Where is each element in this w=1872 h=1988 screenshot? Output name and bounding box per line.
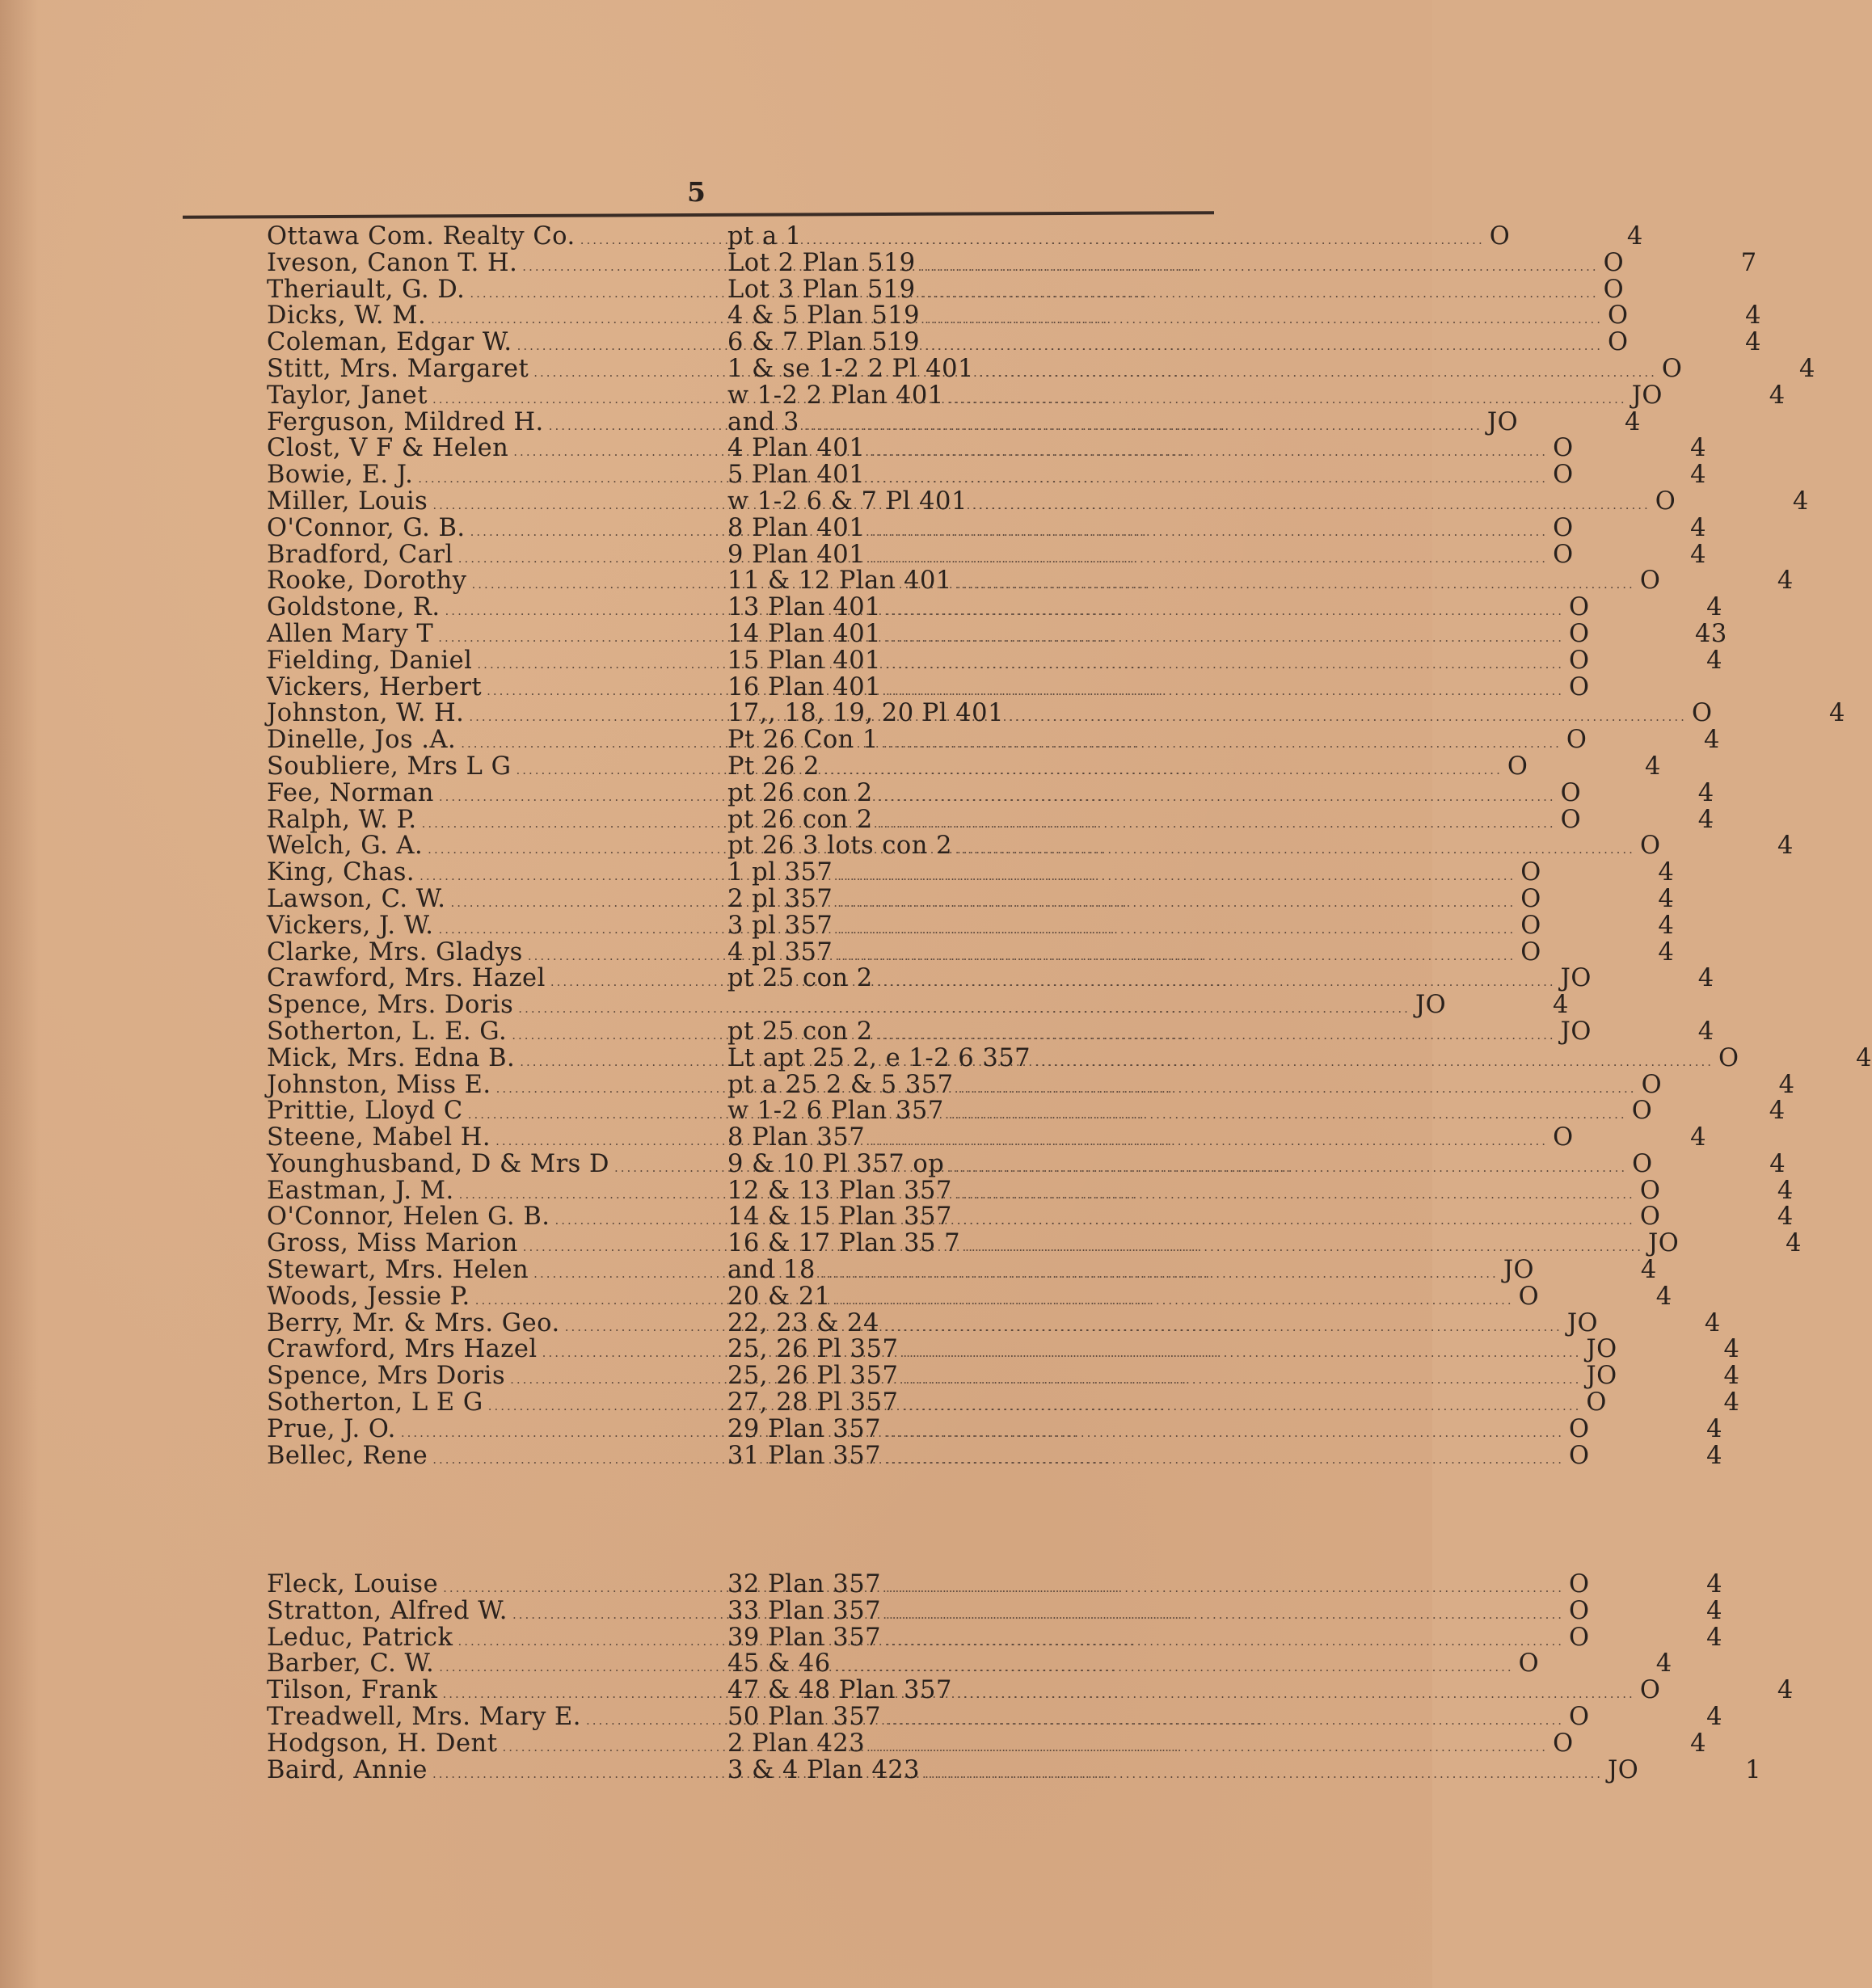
ownership-code: O [1639, 1202, 1661, 1232]
count-value: 4 [1745, 328, 1762, 357]
lot-description: 33 Plan 357 [727, 1596, 882, 1625]
lot-description: and 3 [727, 407, 799, 436]
lot-description: 47 & 48 Plan 357 [727, 1676, 952, 1705]
owner-name: Berry, Mr. & Mrs. Geo. [267, 1308, 560, 1337]
owner-name: Ferguson, Mildred H. [267, 407, 544, 436]
owner-name: Lawson, C. W. [267, 884, 446, 913]
listing-row [267, 354, 1815, 383]
count-value: 4 [1786, 1229, 1802, 1258]
owner-name: Bowie, E. J. [267, 461, 414, 490]
listing-row [267, 1729, 1707, 1758]
count-value: 4 [1777, 1176, 1794, 1205]
listing-row [267, 1043, 1872, 1072]
owner-name: Woods, Jessie P. [267, 1282, 470, 1311]
count-value: 4 [1690, 461, 1707, 490]
lot-description: pt 26 con 2 [727, 805, 873, 834]
owner-name: Hodgson, H. Dent [267, 1729, 498, 1758]
owner-name: Spence, Mrs Doris [267, 1362, 506, 1391]
ownership-code: O [1608, 328, 1629, 357]
ownership-code: O [1568, 619, 1590, 648]
listing-row [267, 1362, 1740, 1391]
owner-name: Johnston, Miss E. [267, 1070, 491, 1099]
count-value: 4 [1745, 301, 1762, 331]
listing-section-2 [267, 1570, 1794, 1784]
count-value: 4 [1658, 884, 1675, 913]
listing-row [267, 1596, 1722, 1625]
count-value: 4 [1706, 1441, 1722, 1470]
ownership-code: O [1553, 434, 1574, 463]
count-value: 4 [1644, 752, 1661, 781]
owner-name: Coleman, Edgar W. [267, 328, 512, 357]
listing-row [267, 248, 1757, 277]
lot-description: 50 Plan 357 [727, 1702, 882, 1731]
count-value: 4 [1706, 1596, 1722, 1625]
lot-description: 8 Plan 401 [727, 513, 866, 542]
listing-row [267, 1176, 1794, 1205]
ownership-code: O [1568, 646, 1590, 675]
lot-description: 20 & 21 [727, 1282, 831, 1311]
listing-row [267, 1676, 1794, 1705]
dot-leader [878, 969, 1556, 996]
ownership-code: O [1553, 513, 1574, 542]
count-value: 4 [1655, 1282, 1672, 1311]
lot-description: 4 Plan 401 [727, 434, 866, 463]
owner-name: King, Chas. [267, 858, 415, 887]
listing-row [267, 461, 1707, 490]
lot-description: 32 Plan 357 [727, 1570, 882, 1598]
listing-row [267, 699, 1845, 728]
lot-description: 16 & 17 Plan 35 7 [727, 1229, 961, 1258]
lot-description: 22, 23 & 24 [727, 1308, 879, 1337]
lot-description: 16 Plan 401 [727, 672, 882, 701]
count-value: 4 [1704, 1308, 1721, 1337]
owner-name: Barber, C. W. [267, 1649, 435, 1678]
count-value: 4 [1690, 1123, 1707, 1152]
count-value: 4 [1777, 832, 1794, 861]
count-value: 4 [1778, 1070, 1795, 1099]
listing-row [267, 1570, 1722, 1598]
count-value: 4 [1703, 726, 1720, 755]
count-value: 4 [1697, 778, 1714, 807]
lot-description: 5 Plan 401 [727, 461, 866, 490]
ownership-code: O [1631, 1097, 1653, 1126]
count-value: 4 [1625, 407, 1641, 436]
ownership-code: O [1507, 752, 1528, 781]
listing-row [267, 275, 1625, 304]
owner-name: Younghusband, D & Mrs D [267, 1149, 609, 1178]
lot-description: 9 Plan 401 [727, 540, 866, 569]
owner-name: Stratton, Alfred W. [267, 1596, 508, 1625]
ownership-code: JO [1648, 1229, 1680, 1258]
owner-name: Fielding, Daniel [267, 646, 473, 675]
owner-name: O'Connor, G. B. [267, 513, 466, 542]
listing-row [267, 672, 1590, 701]
ownership-code: O [1586, 1388, 1607, 1417]
page-edge-shadow [0, 0, 39, 1988]
count-value: 4 [1626, 222, 1643, 251]
count-value: 4 [1777, 566, 1794, 596]
listing-row [267, 513, 1707, 542]
lot-description: w 1-2 6 & 7 Pl 401 [727, 486, 968, 516]
ownership-code: O [1560, 778, 1582, 807]
count-value: 4 [1706, 593, 1722, 622]
count-value: 4 [1640, 1256, 1657, 1285]
owner-name: Welch, G. A. [267, 832, 424, 861]
lot-description: 39 Plan 357 [727, 1623, 882, 1652]
listing-row [267, 1202, 1794, 1232]
owner-name: Vickers, Herbert [267, 672, 483, 701]
listing-row [267, 593, 1722, 622]
owner-name: Theriault, G. D. [267, 275, 466, 304]
owner-name: Clarke, Mrs. Gladys [267, 937, 523, 967]
count-value: 4 [1706, 1623, 1722, 1652]
count-value: 4 [1777, 1676, 1794, 1705]
lot-description: 13 Plan 401 [727, 593, 882, 622]
header-rule [183, 211, 1214, 219]
lot-description: 9 & 10 Pl 357 op [727, 1149, 945, 1178]
owner-name: Rooke, Dorothy [267, 566, 467, 596]
ownership-code: O [1568, 1596, 1590, 1625]
owner-name: Johnston, W. H. [267, 699, 465, 728]
ownership-code: O [1639, 1676, 1661, 1705]
owner-name: Stitt, Mrs. Margaret [267, 354, 529, 383]
ownership-code: O [1608, 301, 1629, 331]
lot-description: w 1-2 2 Plan 401 [727, 381, 944, 410]
ownership-code: O [1632, 1149, 1653, 1178]
owner-name: Spence, Mrs. Doris [267, 991, 514, 1020]
listing-row [267, 1097, 1786, 1126]
owner-name: Dinelle, Jos .A. [267, 726, 457, 755]
lot-description: pt 25 con 2 [727, 1017, 873, 1046]
lot-description: Pt 26 Con 1 [727, 726, 879, 755]
ownership-code: JO [1503, 1256, 1535, 1285]
count-value: 4 [1769, 1149, 1786, 1178]
ownership-code: O [1553, 1123, 1574, 1152]
count-value: 43 [1694, 619, 1727, 648]
ownership-code: O [1603, 248, 1625, 277]
count-value: 4 [1690, 540, 1707, 569]
listing-row [267, 328, 1762, 357]
listing-row [267, 937, 1675, 967]
owner-name: Bellec, Rene [267, 1441, 428, 1470]
lot-description: pt 25 con 2 [727, 964, 873, 993]
lot-description: and 18 [727, 1256, 816, 1285]
ownership-code: JO [1608, 1755, 1639, 1784]
count-value: 7 [1740, 248, 1757, 277]
lot-description: 17,, 18, 19, 20 Pl 401 [727, 699, 1004, 728]
count-value: 4 [1658, 937, 1675, 967]
ownership-code: O [1568, 593, 1590, 622]
listing-row [267, 1229, 1802, 1258]
lot-description: 1 & se 1-2 2 Pl 401 [727, 354, 974, 383]
count-value: 4 [1690, 434, 1707, 463]
owner-name: Baird, Annie [267, 1755, 428, 1784]
ownership-code: O [1641, 1070, 1663, 1099]
listing-row [267, 540, 1707, 569]
ownership-code: JO [1566, 1308, 1599, 1337]
owner-name: Gross, Miss Marion [267, 1229, 518, 1258]
listing-row [267, 1070, 1795, 1099]
listing-row [267, 381, 1786, 410]
ownership-code: O [1691, 699, 1713, 728]
ownership-code: JO [1560, 964, 1592, 993]
owner-name: Prittie, Lloyd C [267, 1097, 463, 1126]
listing-row [267, 1335, 1740, 1364]
ownership-code: O [1520, 884, 1541, 913]
listing-row [267, 832, 1794, 861]
owner-name: Leduc, Patrick [267, 1623, 453, 1652]
listing-row [267, 884, 1675, 913]
listing-row [267, 1282, 1672, 1311]
count-value: 4 [1706, 1570, 1722, 1598]
listing-row [267, 1308, 1721, 1337]
count-value: 4 [1697, 1017, 1714, 1046]
count-value: 4 [1799, 354, 1815, 383]
ownership-code: O [1553, 540, 1574, 569]
ownership-code: O [1568, 1414, 1590, 1443]
listing-row [267, 646, 1722, 675]
owner-name: Fee, Norman [267, 778, 434, 807]
lot-description: 4 & 5 Plan 519 [727, 301, 921, 331]
owner-name: Eastman, J. M. [267, 1176, 454, 1205]
lot-description: 3 & 4 Plan 423 [727, 1755, 921, 1784]
ownership-code: JO [1586, 1362, 1617, 1391]
lot-description: 2 Plan 423 [727, 1729, 866, 1758]
ownership-code: O [1518, 1649, 1540, 1678]
ownership-code: JO [1586, 1335, 1617, 1364]
owner-name: Prue, J. O. [267, 1414, 396, 1443]
owner-name: Steene, Mabel H. [267, 1123, 491, 1152]
lot-description: 14 Plan 401 [727, 619, 882, 648]
lot-description: 14 & 15 Plan 357 [727, 1202, 952, 1232]
lot-description: 2 pl 357 [727, 884, 833, 913]
ownership-code: O [1553, 1729, 1574, 1758]
owner-name: Clost, V F & Helen [267, 434, 509, 463]
count-value: 4 [1723, 1362, 1740, 1391]
owner-name: Iveson, Canon T. H. [267, 248, 518, 277]
lot-description: 25, 26 Pl 357 [727, 1335, 899, 1364]
count-value: 4 [1777, 1202, 1794, 1232]
owner-name: Sotherton, L. E. G. [267, 1017, 508, 1046]
ownership-code: O [1639, 566, 1661, 596]
listing-row [267, 1441, 1722, 1470]
owner-name: Soubliere, Mrs L G [267, 752, 512, 781]
owner-name: Dicks, W. M. [267, 301, 427, 331]
listing-row [267, 1702, 1722, 1731]
ownership-code: O [1568, 1702, 1590, 1731]
ownership-code: O [1603, 275, 1625, 304]
listing-row [267, 1388, 1740, 1417]
count-value: 4 [1769, 1097, 1786, 1126]
ownership-code: O [1520, 937, 1541, 967]
ownership-code: O [1560, 805, 1582, 834]
ownership-code: O [1489, 222, 1511, 251]
listing-row [267, 858, 1675, 887]
count-value: 4 [1706, 1702, 1722, 1731]
lot-description: 4 pl 357 [727, 937, 833, 967]
listing-section-1 [267, 222, 1872, 1470]
count-value: 4 [1697, 964, 1714, 993]
listing-row [267, 911, 1675, 940]
ownership-code: O [1566, 726, 1587, 755]
count-value: 4 [1723, 1335, 1740, 1364]
listing-row [267, 1149, 1786, 1178]
lot-description: Lt apt 25 2, e 1-2 6 357 [727, 1043, 1031, 1072]
ownership-code: O [1568, 1623, 1590, 1652]
count-value: 4 [1792, 486, 1809, 516]
count-value: 4 [1856, 1043, 1872, 1072]
count-value: 4 [1769, 381, 1786, 410]
listing-row [267, 726, 1720, 755]
lot-description: 11 & 12 Plan 401 [727, 566, 952, 596]
count-value: 4 [1697, 805, 1714, 834]
lot-description: 15 Plan 401 [727, 646, 882, 675]
count-value: 1 [1745, 1755, 1762, 1784]
count-value: 4 [1829, 699, 1845, 728]
listing-row [267, 1256, 1657, 1285]
ownership-code: O [1639, 1176, 1661, 1205]
dot-leader [925, 1761, 1603, 1788]
owner-name: Crawford, Mrs Hazel [267, 1335, 538, 1364]
count-value: 4 [1655, 1649, 1672, 1678]
owner-name: Goldstone, R. [267, 593, 441, 622]
ownership-code: O [1568, 1570, 1590, 1598]
owner-name: Treadwell, Mrs. Mary E. [267, 1702, 581, 1731]
lot-description: pt 26 con 2 [727, 778, 873, 807]
lot-description: 31 Plan 357 [727, 1441, 882, 1470]
count-value: 4 [1690, 1729, 1707, 1758]
listing-row [267, 301, 1762, 331]
ownership-code: JO [1631, 381, 1663, 410]
ownership-code: O [1568, 1441, 1590, 1470]
ownership-code: JO [1486, 407, 1519, 436]
ownership-code: O [1518, 1282, 1540, 1311]
listing-row [267, 566, 1794, 596]
lot-description: 29 Plan 357 [727, 1414, 882, 1443]
count-value: 4 [1723, 1388, 1740, 1417]
ownership-code: JO [1560, 1017, 1592, 1046]
ownership-code: O [1520, 911, 1541, 940]
lot-description: Lot 2 Plan 519 [727, 248, 916, 277]
listing-row [267, 1649, 1672, 1678]
owner-name: Miller, Louis [267, 486, 428, 516]
listing-row [267, 752, 1661, 781]
listing-row [267, 434, 1707, 463]
lot-description: 6 & 7 Plan 519 [727, 328, 921, 357]
lot-description: pt a 25 2 & 5 357 [727, 1070, 954, 1099]
listing-row [267, 1414, 1722, 1443]
listing-row [267, 619, 1727, 648]
ownership-code: O [1520, 858, 1541, 887]
count-value: 4 [1658, 858, 1675, 887]
listing-row [267, 805, 1714, 834]
listing-row [267, 1623, 1722, 1652]
ownership-code: O [1639, 832, 1661, 861]
listing-row [267, 1123, 1707, 1152]
listing-row [267, 486, 1809, 516]
lot-description: Pt 26 2 [727, 752, 820, 781]
lot-description: pt 26 3 lots con 2 [727, 832, 952, 861]
owner-name: Allen Mary T [267, 619, 434, 648]
owner-name: Taylor, Janet [267, 381, 428, 410]
lot-description: w 1-2 6 Plan 357 [727, 1097, 944, 1126]
lot-description: 3 pl 357 [727, 911, 833, 940]
owner-name: Crawford, Mrs. Hazel [267, 964, 546, 993]
count-value: 4 [1658, 911, 1675, 940]
listing-row [267, 1755, 1762, 1784]
listing-row [267, 1017, 1714, 1046]
owner-name: Vickers, J. W. [267, 911, 434, 940]
listing-row [267, 991, 1569, 1020]
owner-name: Fleck, Louise [267, 1570, 439, 1598]
count-value: 4 [1553, 991, 1569, 1020]
owner-name: Stewart, Mrs. Helen [267, 1256, 529, 1285]
count-value: 4 [1706, 646, 1722, 675]
owner-name: Bradford, Carl [267, 540, 453, 569]
count-value: 4 [1706, 1414, 1722, 1443]
dot-leader [886, 1447, 1564, 1473]
lot-description: 1 pl 357 [727, 858, 833, 887]
ownership-code: O [1553, 461, 1574, 490]
owner-name: Ralph, W. P. [267, 805, 417, 834]
listing-row [267, 407, 1641, 436]
owner-name: Tilson, Frank [267, 1676, 438, 1705]
lot-description: 12 & 13 Plan 357 [727, 1176, 952, 1205]
lot-description: 45 & 46 [727, 1649, 831, 1678]
ownership-code: O [1661, 354, 1683, 383]
lot-description: pt a 1 [727, 222, 802, 251]
owner-name: O'Connor, Helen G. B. [267, 1202, 550, 1232]
owner-name: Mick, Mrs. Edna B. [267, 1043, 516, 1072]
listing-row [267, 964, 1714, 993]
lot-description: 8 Plan 357 [727, 1123, 866, 1152]
lot-description: 27, 28 Pl 357 [727, 1388, 899, 1417]
page-number: 5 [687, 176, 706, 208]
count-value: 4 [1690, 513, 1707, 542]
lot-description: 25, 26 Pl 357 [727, 1362, 899, 1391]
listing-row [267, 222, 1643, 251]
ownership-code: O [1655, 486, 1676, 516]
owner-name: Ottawa Com. Realty Co. [267, 222, 576, 251]
owner-name: Sotherton, L E G [267, 1388, 483, 1417]
lot-description: Lot 3 Plan 519 [727, 275, 916, 304]
ownership-code: O [1568, 672, 1590, 701]
ownership-code: JO [1415, 991, 1447, 1020]
listing-row [267, 778, 1714, 807]
ownership-code: O [1718, 1043, 1739, 1072]
